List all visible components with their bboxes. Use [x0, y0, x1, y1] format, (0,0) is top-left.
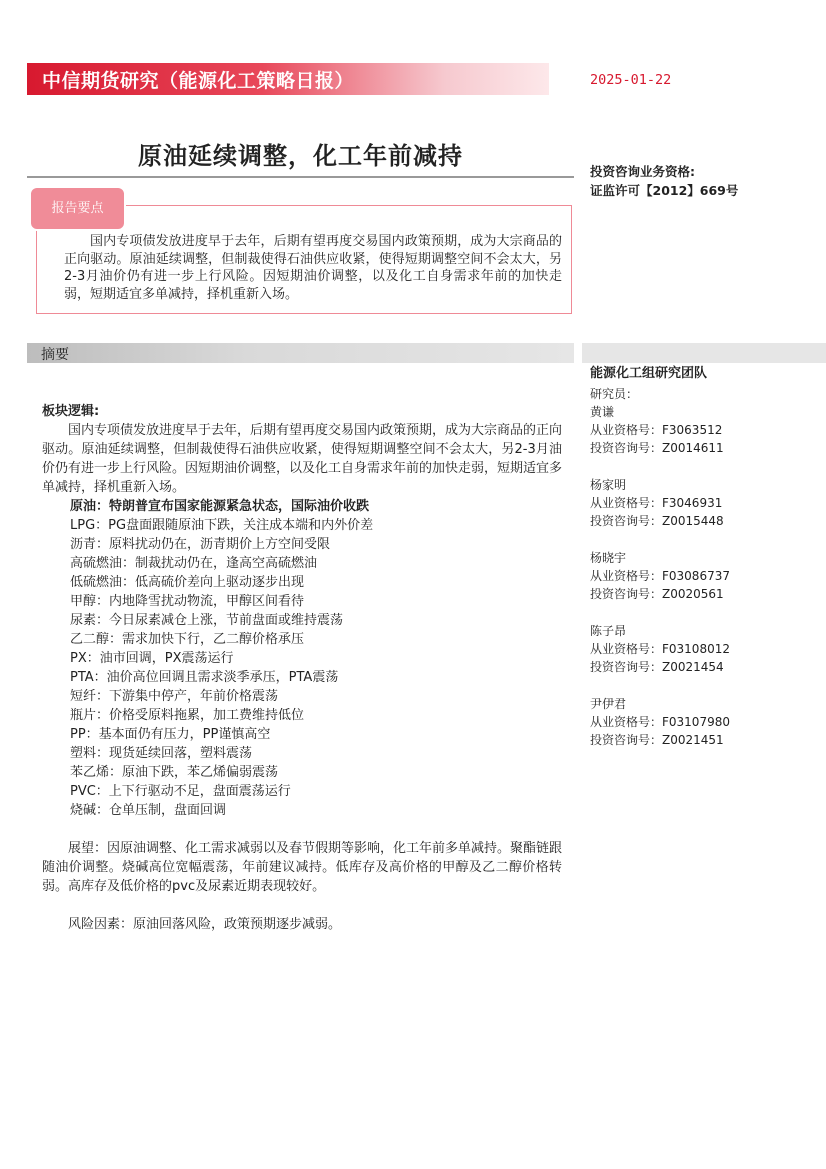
member-name: 杨晓宇 — [590, 551, 627, 565]
outlook-text: 展望：因原油调整、化工需求减弱以及春节假期等影响，化工年前多单减持。聚酯链跟随油价调整。烧碱高位宽幅震荡，年前建议减持。低库存及高价格的甲醇及乙二醇价格转弱。高库存及低价格的pvc及尿素近期表现较好。 — [42, 841, 563, 894]
list-item: 沥青：原料扰动仍在，沥青期价上方空间受限 — [70, 537, 331, 552]
list-item: 高硫燃油：制裁扰动仍在，逢高空高硫燃油 — [70, 556, 318, 571]
member-advisory: 投资咨询号：Z0014611 — [590, 441, 724, 455]
list-item: 甲醇：内地降雪扰动物流，甲醇区间看待 — [70, 594, 305, 609]
title-divider — [27, 176, 574, 178]
qualification-line2: 证监许可【2012】669号 — [590, 183, 739, 198]
list-item: 尿素：今日尿素减仓上涨，节前盘面或维持震荡 — [70, 613, 344, 628]
report-date: 2025-01-22 — [590, 72, 672, 88]
list-item: PTA：油价高位回调且需求淡季承压，PTA震荡 — [70, 670, 339, 685]
qualification-line1: 投资咨询业务资格: — [590, 164, 695, 179]
list-item: 原油：特朗普宣布国家能源紧急状态，国际油价收跌 — [70, 499, 370, 514]
member-name: 杨家明 — [590, 478, 627, 492]
key-points-tag: 报告要点 — [29, 186, 126, 231]
list-item: PVC：上下行驱动不足，盘面震荡运行 — [70, 784, 291, 799]
banner-title: 中信期货研究（能源化工策略日报） — [42, 70, 355, 92]
section-title: 摘要 — [41, 347, 69, 363]
logic-heading: 板块逻辑: — [42, 404, 100, 419]
list-item: 低硫燃油：低高硫价差向上驱动逐步出现 — [70, 575, 305, 590]
member-name: 尹伊君 — [590, 697, 627, 711]
list-item: 塑料：现货延续回落，塑料震荡 — [70, 746, 253, 761]
list-item: 烧碱：仓单压制，盘面回调 — [70, 803, 227, 818]
member-advisory: 投资咨询号：Z0020561 — [590, 587, 724, 601]
member-name: 黄谦 — [590, 405, 615, 419]
qualification — [590, 162, 738, 200]
member-advisory: 投资咨询号：Z0021451 — [590, 733, 724, 747]
member-license: 从业资格号：F03108012 — [590, 642, 730, 656]
list-item: 瓶片：价格受原料拖累，加工费维持低位 — [70, 708, 305, 723]
section-bar — [27, 343, 574, 363]
member-license: 从业资格号：F3063512 — [590, 423, 723, 437]
member-advisory: 投资咨询号：Z0015448 — [590, 514, 724, 528]
list-item: PP：基本面仍有压力，PP谨慎高空 — [70, 727, 271, 742]
summary-body — [42, 402, 562, 934]
page-title: 原油延续调整，化工年前减持 — [138, 142, 463, 170]
list-item: 乙二醇：需求加快下行，乙二醇价格承压 — [70, 632, 305, 647]
list-item: 苯乙烯：原油下跌，苯乙烯偏弱震荡 — [70, 765, 279, 780]
sidebar-bar — [582, 343, 826, 363]
list-item: 短纤：下游集中停产，年前价格震荡 — [70, 689, 279, 704]
member-license: 从业资格号：F03086737 — [590, 569, 730, 583]
team-list — [590, 385, 730, 749]
key-points-text: 国内专项债发放进度早于去年，后期有望再度交易国内政策预期，成为大宗商品的正向驱动。原油延续调整，但制裁使得石油供应收紧，使得短期调整空间不会太大，另2-3月油价仍有进一步上行风险。因短期油价调整，以及化工自身需求年前的加快走弱，短期适宜多单减持，择机重新入场。 — [64, 234, 562, 302]
team-title: 能源化工组研究团队 — [590, 366, 708, 381]
member-license: 从业资格号：F03107980 — [590, 715, 730, 729]
list-item: PX：油市回调，PX震荡运行 — [70, 651, 234, 666]
member-name: 陈子昂 — [590, 624, 627, 638]
member-advisory: 投资咨询号：Z0021454 — [590, 660, 724, 674]
risk-text: 风险因素：原油回落风险，政策预期逐步减弱。 — [68, 917, 342, 932]
member-license: 从业资格号：F3046931 — [590, 496, 723, 510]
list-item: LPG：PG盘面跟随原油下跌，关注成本端和内外价差 — [70, 518, 374, 533]
logic-text: 国内专项债发放进度早于去年，后期有望再度交易国内政策预期，成为大宗商品的正向驱动。原油延续调整，但制裁使得石油供应收紧，使得短期调整空间不会太大，另2-3月油价仍有进一步上行风险。因短期油价调整，以及化工自身需求年前的加快走弱，短期适宜多单减持，择机重新入场。 — [42, 423, 563, 495]
team-role: 研究员： — [590, 387, 639, 401]
